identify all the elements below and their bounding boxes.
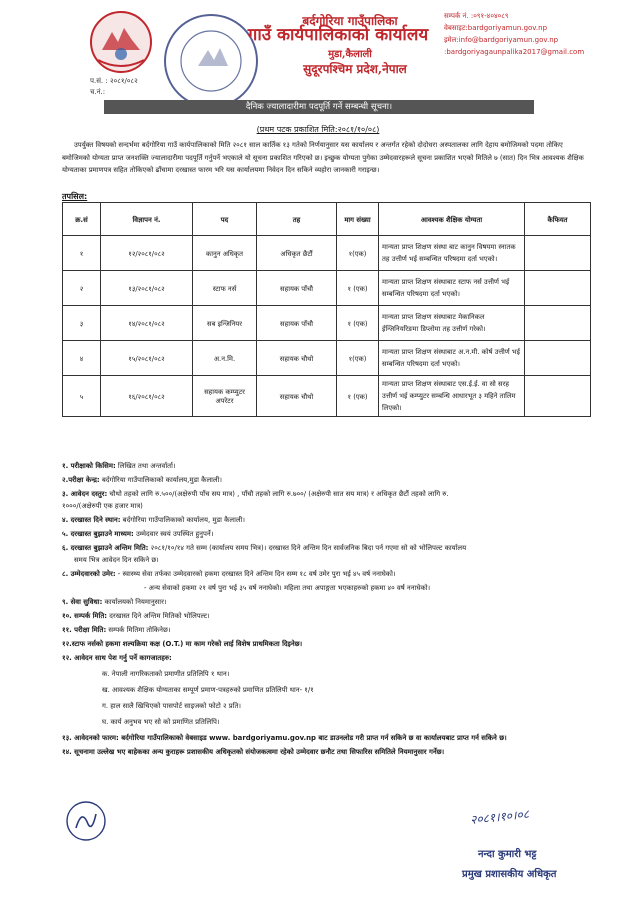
address-line-2: सुदूरपश्चिम प्रदेश,नेपाल bbox=[303, 62, 407, 76]
cell-post: स्टाफ नर्स bbox=[193, 271, 257, 306]
cell-level: सहायक पाँचौ bbox=[257, 271, 337, 306]
doc-item: क. नेपाली नागरिकताको प्रमाणीत प्रतिलिपि १ थान। bbox=[102, 670, 230, 678]
note-item: ८. उम्मेदवारको उमेर: - स्वास्थ्य सेवा तर्फका उम्मेदवारको हकमा दरखास्त दिने अन्तिम दिन सम्म १८ वर्ष उमेर पुरा भई ४५ वर्ष ननाघेको। bbox=[62, 570, 396, 578]
cell-level: सहायक चौथो bbox=[257, 376, 337, 417]
signatory-title: प्रमुख प्रशासकीय अधिकृत bbox=[462, 869, 557, 880]
note-item: १०००/(अक्षेरुपी एक हजार मात्र) bbox=[62, 502, 143, 510]
cell-sn: १ bbox=[63, 236, 101, 271]
cell-demand: १ (एक) bbox=[337, 376, 379, 417]
table-row bbox=[63, 236, 591, 271]
cell-level: सहायक पाँचौ bbox=[257, 306, 337, 341]
cell-adv: १५/२०८१/०८२ bbox=[101, 341, 193, 376]
nepal-emblem-logo bbox=[88, 10, 154, 74]
cell-qualification: मान्यता प्राप्त शिक्षण संस्था बाट कानुन विषयमा स्नातक तह उत्तीर्ण भई सम्बन्धित परिषदमा दर्ता भएको। bbox=[379, 236, 525, 271]
note-item: ६. दरखास्त बुझाउने अन्तिम मिति: २०८१/१०/१४ गते सम्म (कार्यालय समय भित्र)। दरखास्त दिने अन्तिम दिन सार्वजनिक बिदा पर्न गएमा सो को भोलिपल्ट कार्यालय bbox=[62, 544, 467, 552]
vacancy-table bbox=[62, 202, 591, 417]
table-row bbox=[63, 376, 591, 417]
email-primary[interactable]: इमेल:info@bardgoriyamun.gov.np bbox=[444, 36, 559, 44]
cell-adv: १६/२०८१/०८२ bbox=[101, 376, 193, 417]
note-item: ५. दरखास्त बुझाउने माध्यम: उम्मेदवार स्वयं उपस्थित हुनुपर्ने। bbox=[62, 530, 214, 538]
cell-post: अ.न.मि. bbox=[193, 341, 257, 376]
col-header-sn: क्र.सं bbox=[63, 203, 101, 236]
details-heading: तपसिल: bbox=[62, 192, 88, 201]
cell-demand: १(एक) bbox=[337, 341, 379, 376]
note-item: २.परीक्षा केन्द्र: बर्दगोरिया गाउँपालिकाको कार्यालय,मुडा कैलाली। bbox=[62, 476, 222, 484]
email-secondary[interactable]: :bardgoriyagaunpalika2017@gmail.com bbox=[444, 48, 585, 56]
col-header-level: तह bbox=[257, 203, 337, 236]
col-header-qualification: आवश्यक शैक्षिक योग्यता bbox=[379, 203, 525, 236]
note-item: ४. दरखास्त दिने स्थान: बर्दगोरिया गाउँपालिकाको कार्यालय, मुडा कैलाली। bbox=[62, 516, 245, 524]
office-title: गाउँ कार्यपालिकाको कार्यालय bbox=[247, 25, 429, 45]
phone-number: सम्पर्क नं. :०९१-४०४०८९ bbox=[444, 12, 509, 20]
note-item: १. परीक्षाको किसिम: लिखित तथा अन्तर्वार्ता। bbox=[62, 462, 176, 470]
dispatch-number: च.नं.: bbox=[90, 88, 106, 96]
cell-remark bbox=[525, 271, 591, 306]
cell-sn: ५ bbox=[63, 376, 101, 417]
address-line-1: मुडा,कैलाली bbox=[328, 49, 372, 60]
col-header-remark: कैफियत bbox=[525, 203, 591, 236]
cell-demand: १(एक) bbox=[337, 236, 379, 271]
table-row bbox=[63, 306, 591, 341]
note-item: - अन्य सेवाको हकमा २१ वर्ष पुरा भई ३५ वर्ष ननाघेको। महिला तथा अपाङ्गता भएकाहरुको हकमा ४० वर्ष ननाघेको। bbox=[144, 584, 431, 592]
col-header-post: पद bbox=[193, 203, 257, 236]
cell-remark bbox=[525, 376, 591, 417]
website[interactable]: वेबसाइट:bardgoriyamun.gov.np bbox=[444, 24, 548, 32]
cell-sn: ४ bbox=[63, 341, 101, 376]
reference-block bbox=[90, 76, 138, 98]
doc-item: घ. कार्य अनुभव भए सो को प्रमाणित प्रतिलिपि। bbox=[102, 718, 220, 726]
cell-qualification: मान्यता प्राप्त शिक्षण संस्थाबाट अ.न.मी. कोर्ष उत्तीर्ण भई सम्बन्धित परिषदमा दर्ता भएको। bbox=[379, 341, 525, 376]
cell-adv: १४/२०८१/०८२ bbox=[101, 306, 193, 341]
publish-date: (प्रथम पटक प्रकाशित मिति:२०८१/१०/०८) bbox=[256, 125, 380, 134]
notice-title: दैनिक ज्यालादारीमा पदपूर्ति गर्ने सम्बन्धी सूचना। bbox=[104, 100, 534, 114]
table-row bbox=[63, 271, 591, 306]
cell-remark bbox=[525, 306, 591, 341]
doc-item: ग. हाल सालै खिचिएको पासपोर्ट साइजको फोटो २ प्रति। bbox=[102, 702, 242, 710]
cell-qualification: मान्यता प्राप्त शिक्षण संस्थाबाट मेकानिकल ईन्जिनियरिङमा डिप्लोमा तह उत्तीर्ण गरेको। bbox=[379, 306, 525, 341]
ref-number: प.सं. : २०८१/०८२ bbox=[90, 77, 138, 85]
signature-date: २०८१।१०।०८ bbox=[469, 806, 530, 828]
note-item: १०. सम्पर्क मिति: दरखास्त दिने अन्तिम मितिको भोलिपल्ट। bbox=[62, 612, 210, 620]
cell-demand: १ (एक) bbox=[337, 271, 379, 306]
table-row bbox=[63, 341, 591, 376]
note-item: १२. आवेदन साथ पेश गर्नु पर्ने कागजातहरु: bbox=[62, 654, 172, 662]
note-item: १४. सूचनामा उल्लेख भए बाहेकका अन्य कुराहरू प्रशासकीय अधिकृतको संयोजकत्वमा रहेको उम्मेदवार छनौट तथा सिफारिस समितिले नियमानुसार गर्नेछ। bbox=[62, 748, 445, 756]
note-item: ११. परीक्षा मिति: सम्पर्क मितिमा तोकिनेछ। bbox=[62, 626, 171, 634]
cell-post: सब इन्जिनियर bbox=[193, 306, 257, 341]
cell-adv: १३/२०८१/०८२ bbox=[101, 271, 193, 306]
cell-post: कानुन अधिकृत bbox=[193, 236, 257, 271]
cell-remark bbox=[525, 341, 591, 376]
cell-qualification: मान्यता प्राप्त शिक्षण संस्थाबाट स्टाफ नर्स उत्तीर्ण भई सम्बन्धित परिषदमा दर्ता भएको। bbox=[379, 271, 525, 306]
note-item: ९. सेवा सुविधा: कार्यालयको नियमानुसार। bbox=[62, 598, 167, 606]
col-header-demand: माग संख्या bbox=[337, 203, 379, 236]
col-header-adv: विज्ञापन नं. bbox=[101, 203, 193, 236]
initial-signature bbox=[64, 798, 108, 844]
cell-level: अधिकृत छैटौं bbox=[257, 236, 337, 271]
table-header-row bbox=[63, 203, 591, 236]
cell-sn: २ bbox=[63, 271, 101, 306]
cell-remark bbox=[525, 236, 591, 271]
intro-paragraph: उपर्युक्त विषयको सन्दर्भमा बर्दगोरिया गाउँ कार्यपालिकाको मिति २०८१ साल कार्तिक १३ गतेको निर्णयानुसार यस कार्यालय र अन्तर्गत रहेको दोदोधरा अस्पतालका लागि देहाय बमोजिमको पदमा तोकिए बमोजिमको योग्यता प्राप्त जनशक्ति ज्यालादारीमा पदपूर्ति गर्नुपर्ने भएकाले यो सूचना प्रकाशित गरिएको छ। इच्छुक योग्यता पुगेका उम्मेदवारहरूले सूचना प्रकाशित भएको मितिले ७ (सात) दिन भित्र आवश्यक शैक्षिक योग्यताका प्रमाणपत्र सहित तोकिएको ढाँचामा दरखास्त फारम भरि यस कार्यालयमा निवेदन दिन सकिने व्यहोरा जानकारी गराइन्छ। bbox=[62, 141, 584, 175]
note-item: १३. आवेदनको फारम: बर्दगोरिया गाउँपालिकाको वेबसाइड www. bardgoriyamu.gov.np बाट डाउनलोड गरी प्राप्त गर्न सकिने छ वा कार्यालयबाट प्राप्त गर्न सकिने छ। bbox=[62, 734, 507, 742]
note-item: १२.स्टाफ नर्सको हकमा शल्यक्रिया कक्ष (O.T.) मा काम गरेको लाई विशेष प्राथमिकता दिइनेछ। bbox=[62, 640, 303, 648]
cell-post: सहायक कम्प्युटर अपरेटर bbox=[193, 376, 257, 417]
cell-level: सहायक चौथो bbox=[257, 341, 337, 376]
signatory-name: नन्दा कुमारी भट्ट bbox=[478, 849, 537, 860]
gaunpalika-name: बर्दगोरिया गाउँपालिका bbox=[302, 14, 398, 28]
cell-demand: १ (एक) bbox=[337, 306, 379, 341]
cell-sn: ३ bbox=[63, 306, 101, 341]
doc-item: ख. आवश्यक शैक्षिक योग्यताका सम्पूर्ण प्रमाण-पत्रहरुको प्रमाणित प्रतिलिपी थान- १/१ bbox=[102, 686, 314, 694]
cell-qualification: मान्यता प्राप्त शिक्षण संस्थाबाट एस.ई.ई. वा सो सरह उत्तीर्ण भई कम्प्युटर सम्बन्धि आधारभूत ३ महिने तालिम लिएको। bbox=[379, 376, 525, 417]
note-item: समय भित्र आवेदन दिन सकिने छ। bbox=[74, 556, 159, 564]
cell-adv: १२/२०८१/०८२ bbox=[101, 236, 193, 271]
note-item: ३. आवेदन दस्तुर: चौथो तहको लागि रु.५००/(अक्षेरुपी पाँच सय मात्र) , पाँचौ तहको लागि रु.७००/ (अक्षेरुपी सात सय मात्र) र अधिकृत छैटौं तहको लागि रु. bbox=[62, 490, 449, 498]
